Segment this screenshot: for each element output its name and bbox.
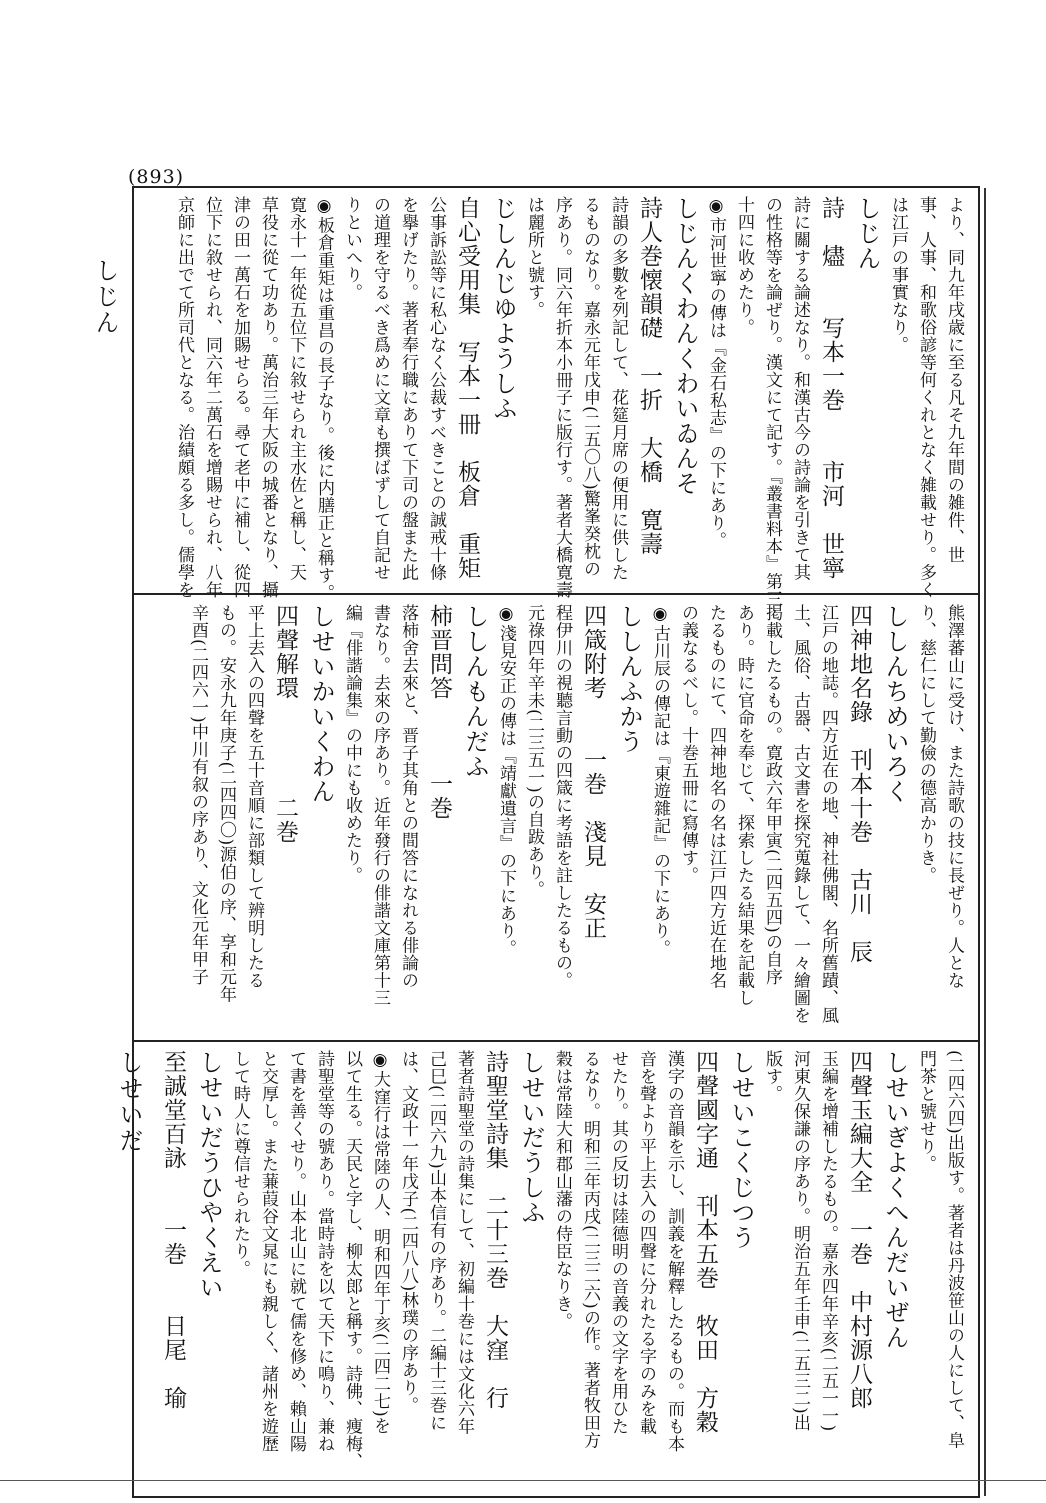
text-line: 著者詩聖堂の詩集にして、初編十巻には文化六年 bbox=[454, 1050, 474, 1435]
text-line: と交厚し。また蒹葭谷文晁にも親しく、諸州を遊歷 bbox=[258, 1050, 278, 1453]
text-line: ◉板倉重矩は重昌の長子なり。後に内膳正と稱す。 bbox=[314, 196, 334, 602]
text-line: 位下に敘せられ、同六年二萬石を增賜せられ、八年 bbox=[202, 196, 222, 599]
text-line: 寛永十一年從五位下に敘せられ主水佐と稱し、天 bbox=[286, 196, 306, 581]
text-line: あり。時に官命を奉じて、探索したる結果を記載し bbox=[734, 604, 754, 1007]
text-line: て書を善くせり。山本北山に就て儒を修め、賴山陽 bbox=[286, 1050, 306, 1453]
text-line: 玉編を增補したるもの。嘉永四年辛亥(二五一一) bbox=[818, 1050, 838, 1432]
page-bottom-line bbox=[0, 1480, 1046, 1481]
text-line: 漢字の音韻を示し、訓義を解釋したるもの。而も本 bbox=[664, 1050, 684, 1453]
entry-title: 柿晋問答 一巻 bbox=[426, 604, 452, 820]
text-line: 詩に關する論述なり。和漢古今の詩論を引きて其 bbox=[790, 196, 810, 581]
text-line: 序あり。同六年折本小冊子に版行す。著者大橋寛壽 bbox=[552, 196, 572, 599]
text-line: 元祿四年辛未(二三五一)の自跋あり。 bbox=[524, 604, 544, 899]
text-line: たるものにて、四神地名の名は江戸四方近在地名 bbox=[706, 604, 726, 989]
text-line: (二四六四)出版す。著者は丹波笹山の人にして、阜 bbox=[944, 1050, 964, 1450]
text-line: 津の田一萬石を加賜せらる。尋て老中に補し、從四 bbox=[230, 196, 250, 599]
tier-2-column bbox=[182, 604, 966, 1032]
text-line: 河東久保謙の序あり。明治五年壬申(二五三二)出 bbox=[790, 1050, 810, 1432]
text-line: の道理を守るべき爲めに文章も撰ばずして自記せ bbox=[370, 196, 390, 581]
text-line: の義なるべし。十巻五冊に寫傳す。 bbox=[678, 604, 698, 884]
entry-title: 四箴附考 一巻 淺見 安正 bbox=[580, 604, 606, 940]
text-line: を擧げたり。著者奉行職にありて下司の盤また此 bbox=[398, 196, 418, 581]
text-line: 己巳(二四六九)山本信有の序あり。二編十三巻に bbox=[426, 1050, 446, 1432]
running-head-top: しじん bbox=[91, 258, 119, 336]
text-line: 十四に收めたり。 bbox=[734, 196, 754, 336]
entry-title: 四神地名錄 刊本十巻 古川 辰 bbox=[846, 604, 872, 964]
text-line: 以て生る。天民と字し、柳太郎と稱す。詩佛、痩梅、 bbox=[342, 1050, 362, 1470]
text-line: 掲載したるもの。寛政六年甲寅(二四五四)の自序 bbox=[762, 604, 782, 986]
entry-reading: ししんふかう bbox=[615, 604, 643, 754]
text-line: 土、風俗、古器、古文書を探究蒐錄して、一々繪圖を bbox=[790, 604, 810, 1024]
entry-title: 詩聖堂詩集 二十三巻 大窪 行 bbox=[482, 1050, 508, 1410]
text-line: は、文政十一年戊子(二四八八)林璞の序あり。 bbox=[398, 1050, 418, 1415]
entry-reading: じしんじゆようしふ bbox=[489, 196, 517, 421]
text-line: 門茶と號せり。 bbox=[916, 1050, 936, 1173]
entry-reading: ししんちめいろく bbox=[881, 604, 909, 804]
text-line: るものなり。嘉永元年戊申(二五〇八)驚峯癸枕の bbox=[580, 196, 600, 578]
text-line: 編『俳諧論集』の中にも收めたり。 bbox=[342, 604, 362, 884]
text-line: 江戸の地誌。四方近在の地、神社佛閣、名所舊蹟、風 bbox=[818, 604, 838, 1024]
text-line: 草役に從て功あり。萬治三年大阪の城番となり、攝 bbox=[258, 196, 278, 599]
text-line: りといへり。 bbox=[342, 196, 362, 301]
text-line: は麗所と號す。 bbox=[524, 196, 544, 319]
text-line: より、同九年戌歳に至る凡そ九年間の雑件、世 bbox=[944, 196, 964, 564]
entry-reading: しじんくわんくわいゐんそ bbox=[671, 196, 699, 496]
entry-reading: しせいかいくわん bbox=[307, 604, 335, 804]
tier-1-column bbox=[168, 196, 966, 608]
entry-title: 自心受用集 写本一冊 板倉 重矩 bbox=[454, 196, 480, 580]
entry-reading: しせいだうしふ bbox=[517, 1050, 545, 1225]
text-line: 落柿舍去來と、晋子其角との間答になれる俳論の bbox=[398, 604, 418, 989]
text-line: ◉大窪行は常陸の人、明和四年丁亥(二四二七)を bbox=[370, 1050, 390, 1435]
running-head-bottom: しせいだ bbox=[115, 1050, 143, 1154]
text-line: して時人に尊信せられたり。 bbox=[230, 1050, 250, 1278]
text-line: せたり。其の反切は陸德明の音義の文字を用ひた bbox=[608, 1050, 628, 1435]
entry-title: 四聲國字通 刊本五巻 牧田 方穀 bbox=[692, 1050, 718, 1434]
tier-3-column bbox=[154, 1050, 966, 1488]
text-line: 平上去入の四聲を五十音順に部類して辨明したる bbox=[244, 604, 264, 989]
text-line: 音を聲より平上去入の四聲に分れたる字のみを載 bbox=[636, 1050, 656, 1435]
entry-reading: しじん bbox=[853, 196, 881, 271]
text-line: ◉淺見安正の傳は『靖獻遺言』の下にあり。 bbox=[496, 604, 516, 957]
entry-title: 詩人巻懐韻礎 一折 大橋 寛壽 bbox=[636, 196, 662, 556]
text-line: 京師に出でて所司代となる。治績頗る多し。儒學を bbox=[174, 196, 194, 599]
text-line: 熊澤蕃山に受け、また詩歌の技に長ぜり。人とな bbox=[944, 604, 964, 989]
text-line: り、慈仁にして勤儉の德高かりき。 bbox=[916, 604, 936, 884]
text-line: 公事訴訟等に私心なく公裁すべきことの誠戒十條 bbox=[426, 196, 446, 581]
text-line: 詩韻の多數を列記して、花筵月席の便用に供した bbox=[608, 196, 628, 581]
text-line: もの。安永九年庚子(二四四〇)源伯の序、享和元年 bbox=[216, 604, 236, 1004]
text-line: ◉古川辰の傳記は『東遊雜記』の下にあり。 bbox=[650, 604, 670, 957]
entry-reading: ししんもんだふ bbox=[461, 604, 489, 779]
entry-title: 四聲解環 二巻 bbox=[272, 604, 298, 844]
text-line: の性格等を論ぜり。漢文にて記す。『叢書料本』第三 bbox=[762, 196, 782, 608]
text-line: るなり。明和三年丙戌(二三二六)の作。著者牧田方 bbox=[580, 1050, 600, 1450]
text-line: 詩聖堂等の號あり。當時詩を以て天下に鳴り、兼ね bbox=[314, 1050, 334, 1453]
entry-reading: しせいだうひやくえい bbox=[195, 1050, 223, 1300]
text-line: ◉市河世寧の傳は『金石私志』の下にあり。 bbox=[706, 196, 726, 549]
text-line: 程伊川の視聽言動の四箴に考語を註したるもの。 bbox=[552, 604, 572, 989]
tier-divider-2 bbox=[132, 1040, 980, 1042]
page-number: (893) bbox=[128, 166, 185, 188]
text-line: 辛酉(二四六一)中川有叙の序あり、文化元年甲子 bbox=[188, 604, 208, 986]
text-line: 書なり。去來の序あり。近年發行の俳諧文庫第十三 bbox=[370, 604, 390, 1007]
text-line: 事、人事、和歌俗諺等何くれとなく雑載せり。多く bbox=[916, 196, 936, 599]
text-line: 版す。 bbox=[762, 1050, 782, 1103]
entry-reading: しせいこくじつう bbox=[727, 1050, 755, 1250]
entry-title: 至誠堂百詠 一巻 日尾 瑜 bbox=[160, 1050, 186, 1410]
entry-reading: しせいぎよくへんだいぜん bbox=[881, 1050, 909, 1350]
text-line: 穀は常陸大和郡山藩の侍臣なりき。 bbox=[552, 1050, 572, 1330]
text-line: は江戸の事實なり。 bbox=[888, 196, 908, 354]
entry-title: 詩 燼 写本一巻 市河 世寧 bbox=[818, 196, 844, 580]
entry-title: 四聲玉編大全 一巻 中村源八郎 bbox=[846, 1050, 872, 1410]
